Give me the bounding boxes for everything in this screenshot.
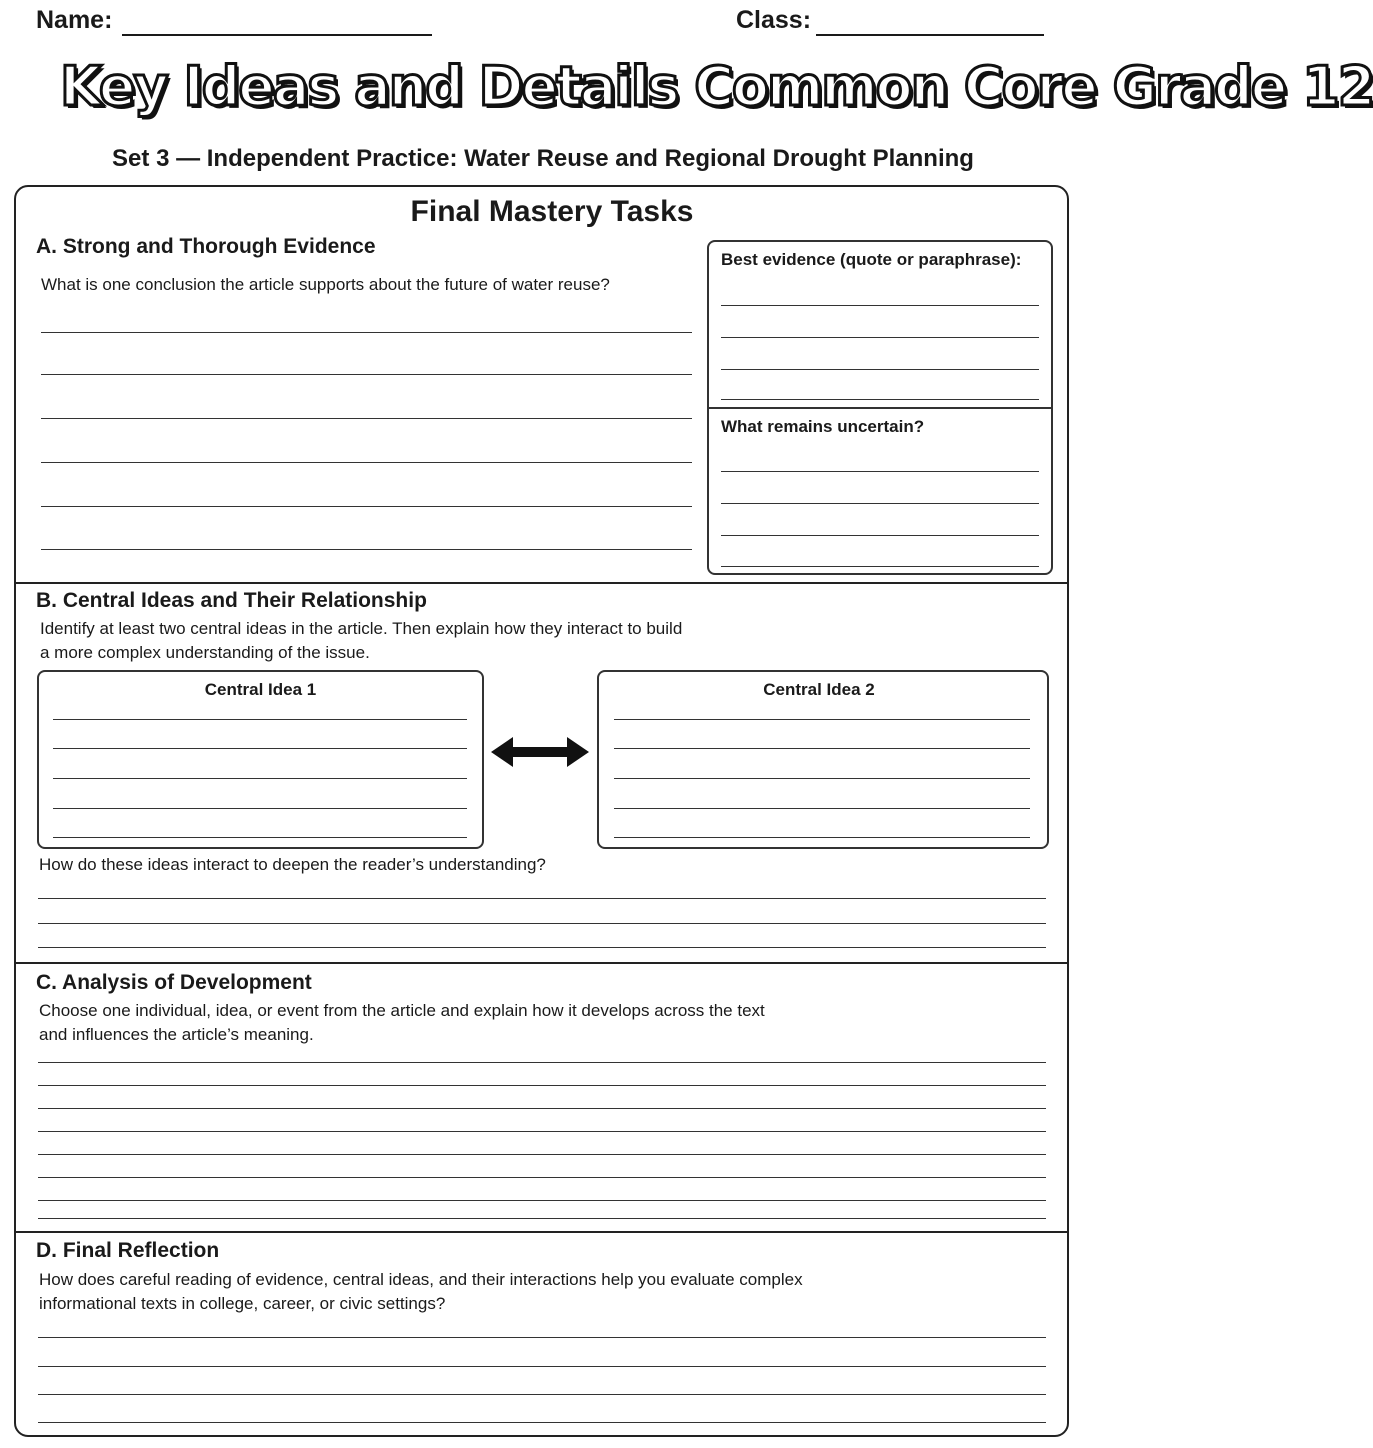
section-b-prompt-line2: a more complex understanding of the issue. xyxy=(40,643,370,662)
idea-1-line[interactable] xyxy=(53,778,467,779)
class-field[interactable] xyxy=(816,34,1044,36)
interaction-line[interactable] xyxy=(38,898,1046,899)
section-divider xyxy=(16,582,1067,584)
central-idea-2-label: Central Idea 2 xyxy=(763,680,875,699)
evidence-line[interactable] xyxy=(721,369,1039,370)
central-idea-1-label: Central Idea 1 xyxy=(204,680,317,699)
evidence-line[interactable] xyxy=(721,399,1039,400)
idea-1-line[interactable] xyxy=(53,808,467,809)
uncertain-line[interactable] xyxy=(721,535,1039,536)
section-divider xyxy=(16,962,1067,964)
idea-2-line[interactable] xyxy=(614,719,1030,720)
uncertain-line[interactable] xyxy=(721,566,1039,567)
worksheet-subtitle: Set 3 — Independent Practice: Water Reuse and Regional Drought Planning xyxy=(112,145,974,172)
main-heading: Final Mastery Tasks xyxy=(410,195,694,228)
uncertain-line[interactable] xyxy=(721,471,1039,472)
interaction-line[interactable] xyxy=(38,947,1046,948)
development-line[interactable] xyxy=(38,1200,1046,1201)
answer-line[interactable] xyxy=(41,462,692,463)
uncertain-label: What remains uncertain? xyxy=(721,417,925,436)
development-line[interactable] xyxy=(38,1177,1046,1178)
section-d-prompt-line1: How does careful reading of evidence, central ideas, and their interactions help you evaluate complex xyxy=(39,1270,803,1289)
answer-line[interactable] xyxy=(41,374,692,375)
answer-line[interactable] xyxy=(41,332,692,333)
reflection-line[interactable] xyxy=(38,1337,1046,1338)
section-d-prompt-line2: informational texts in college, career, or civic settings? xyxy=(39,1294,446,1313)
development-line[interactable] xyxy=(38,1131,1046,1132)
development-line[interactable] xyxy=(38,1218,1046,1219)
idea-1-line[interactable] xyxy=(53,837,467,838)
class-label: Class: xyxy=(736,6,812,34)
development-line[interactable] xyxy=(38,1085,1046,1086)
idea-1-line[interactable] xyxy=(53,748,467,749)
section-c-title: C. Analysis of Development xyxy=(36,971,312,994)
idea-1-line[interactable] xyxy=(53,719,467,720)
interaction-prompt: How do these ideas interact to deepen the reader’s understanding? xyxy=(39,855,546,874)
development-line[interactable] xyxy=(38,1062,1046,1063)
development-line[interactable] xyxy=(38,1154,1046,1155)
idea-2-line[interactable] xyxy=(614,748,1030,749)
name-label: Name: xyxy=(36,6,113,34)
worksheet-title: Key Ideas and Details Common Core Grade 12 xyxy=(60,55,1373,118)
section-d-title: D. Final Reflection xyxy=(36,1239,220,1262)
reflection-line[interactable] xyxy=(38,1422,1046,1423)
answer-line[interactable] xyxy=(41,549,692,550)
uncertain-line[interactable] xyxy=(721,503,1039,504)
reflection-line[interactable] xyxy=(38,1366,1046,1367)
development-line[interactable] xyxy=(38,1108,1046,1109)
idea-2-line[interactable] xyxy=(614,837,1030,838)
answer-line[interactable] xyxy=(41,418,692,419)
evidence-line[interactable] xyxy=(721,305,1039,306)
name-field[interactable] xyxy=(122,34,432,36)
section-c-prompt-line2: and influences the article’s meaning. xyxy=(39,1025,314,1044)
section-a-prompt: What is one conclusion the article supports about the future of water reuse? xyxy=(41,275,610,294)
section-c-prompt-line1: Choose one individual, idea, or event from the article and explain how it develops across the text xyxy=(39,1001,765,1020)
evidence-box-divider xyxy=(709,407,1051,409)
evidence-line[interactable] xyxy=(721,337,1039,338)
evidence-label: Best evidence (quote or paraphrase): xyxy=(721,250,1022,269)
idea-2-line[interactable] xyxy=(614,808,1030,809)
answer-line[interactable] xyxy=(41,506,692,507)
reflection-line[interactable] xyxy=(38,1394,1046,1395)
interaction-line[interactable] xyxy=(38,923,1046,924)
double-arrow-icon xyxy=(491,735,589,769)
section-b-title: B. Central Ideas and Their Relationship xyxy=(36,589,427,612)
section-a-title: A. Strong and Thorough Evidence xyxy=(36,235,376,258)
section-b-prompt-line1: Identify at least two central ideas in the article. Then explain how they interact to build xyxy=(40,619,683,638)
idea-2-line[interactable] xyxy=(614,778,1030,779)
section-divider xyxy=(16,1231,1067,1233)
